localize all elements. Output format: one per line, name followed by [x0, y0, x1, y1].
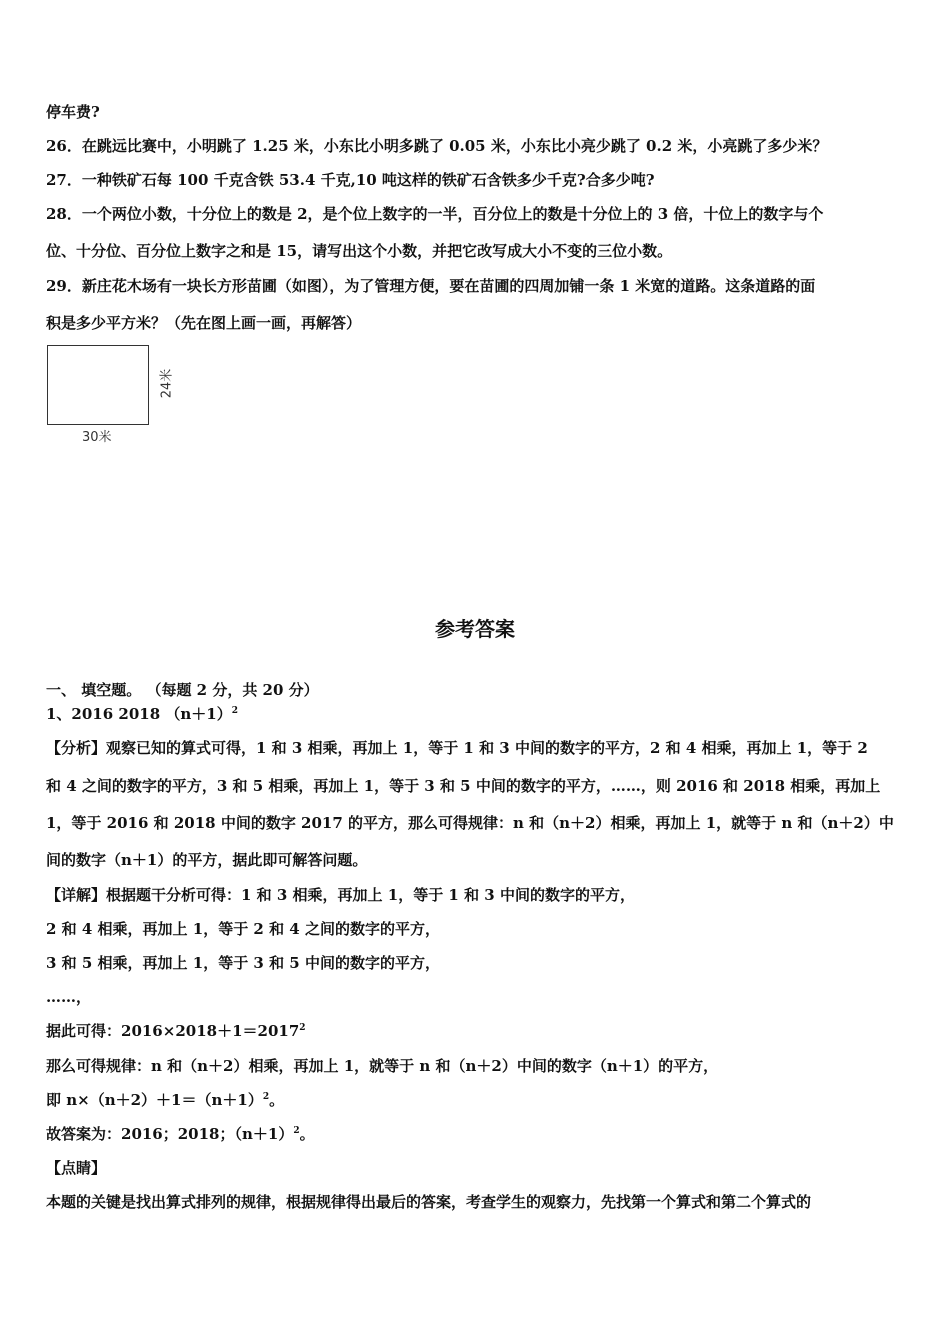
answers-title: 参考答案 [435, 617, 515, 641]
section-1-heading: 一、 填空题。 （每题 2 分，共 20 分） [46, 681, 319, 699]
analysis-line-2: 和 4 之间的数字的平方，3 和 5 相乘，再加上 1，等于 3 和 5 中间的数字的平方，……，则 2016 和 2018 相乘，再加上 [46, 777, 881, 795]
width-label: 30米 [82, 430, 112, 445]
detail-line-5-text: 据此可得：2016×2018＋1＝2017 [46, 1022, 300, 1040]
answer-1-head [46, 704, 906, 724]
question-29-line-2: 积是多少平方米？（先在图上画一画，再解答） [46, 314, 362, 332]
detail-line-7-text: 即 n×（n＋2）＋1＝（n＋1） [46, 1091, 263, 1109]
detail-line-6: 那么可得规律：n 和（n＋2）相乘，再加上 1，就等于 n 和（n＋2）中间的数字（n＋1）的平方， [46, 1057, 719, 1075]
detail-line-2: 2 和 4 相乘，再加上 1，等于 2 和 4 之间的数字的平方， [46, 920, 440, 938]
analysis-line-1: 【分析】观察已知的算式可得，1 和 3 相乘，再加上 1，等于 1 和 3 中间的数字的平方，2 和 4 相乘，再加上 1，等于 2 [46, 739, 868, 757]
detail-line-8 [46, 1124, 906, 1144]
question-29-line-1: 29．新庄花木场有一块长方形苗圃（如图），为了管理方便，要在苗圃的四周加铺一条 1 米宽的道路。这条道路的面 [46, 277, 816, 295]
detail-line-7 [46, 1090, 906, 1110]
point-label: 【点睛】 [46, 1159, 107, 1177]
rectangle-figure [46, 344, 176, 448]
superscript: 2 [262, 1092, 270, 1102]
superscript: 2 [293, 1126, 300, 1136]
detail-line-1: 【详解】根据题干分析可得：1 和 3 相乘，再加上 1，等于 1 和 3 中间的数字的平方， [46, 886, 635, 904]
detail-line-5 [46, 1021, 906, 1041]
answer-1-text: 1、2016 2018 （n＋1） [46, 705, 232, 723]
analysis-line-3: 1，等于 2016 和 2018 中间的数字 2017 的平方，那么可得规律：n 和（n＋2）相乘，再加上 1，就等于 n 和（n＋2）中 [46, 814, 894, 832]
nursery-rectangle [47, 345, 149, 425]
question-26: 26．在跳远比赛中，小明跳了 1.25 米，小东比小明多跳了 0.05 米，小东比小亮少跳了 0.2 米，小亮跳了多少米？ [46, 137, 828, 155]
analysis-line-4: 间的数字（n＋1）的平方，据此即可解答问题。 [46, 851, 368, 869]
detail-line-4: ……， [46, 988, 92, 1006]
superscript: 2 [231, 706, 238, 716]
superscript: 2 [299, 1023, 306, 1033]
question-25-tail: 停车费? [46, 103, 100, 121]
detail-line-8-end: 。 [299, 1125, 315, 1143]
detail-line-8-text: 故答案为：2016；2018；（n＋1） [46, 1125, 294, 1143]
detail-line-7-end: 。 [269, 1091, 285, 1109]
question-28-line-2: 位、十分位、百分位上数字之和是 15，请写出这个小数，并把它改写成大小不变的三位小数。 [46, 242, 673, 260]
point-line-1: 本题的关键是找出算式排列的规律，根据规律得出最后的答案，考查学生的观察力，先找第一个算式和第二个算式的 [46, 1193, 812, 1211]
question-28-line-1: 28．一个两位小数，十分位上的数是 2，是个位上数字的一半，百分位上的数是十分位上的 3 倍，十位上的数字与个 [46, 205, 824, 223]
height-label: 24米 [159, 368, 175, 399]
question-27: 27．一种铁矿石每 100 千克含铁 53.4 千克,10 吨这样的铁矿石含铁多少千克?合多少吨? [46, 171, 655, 189]
detail-line-3: 3 和 5 相乘，再加上 1，等于 3 和 5 中间的数字的平方， [46, 954, 440, 972]
